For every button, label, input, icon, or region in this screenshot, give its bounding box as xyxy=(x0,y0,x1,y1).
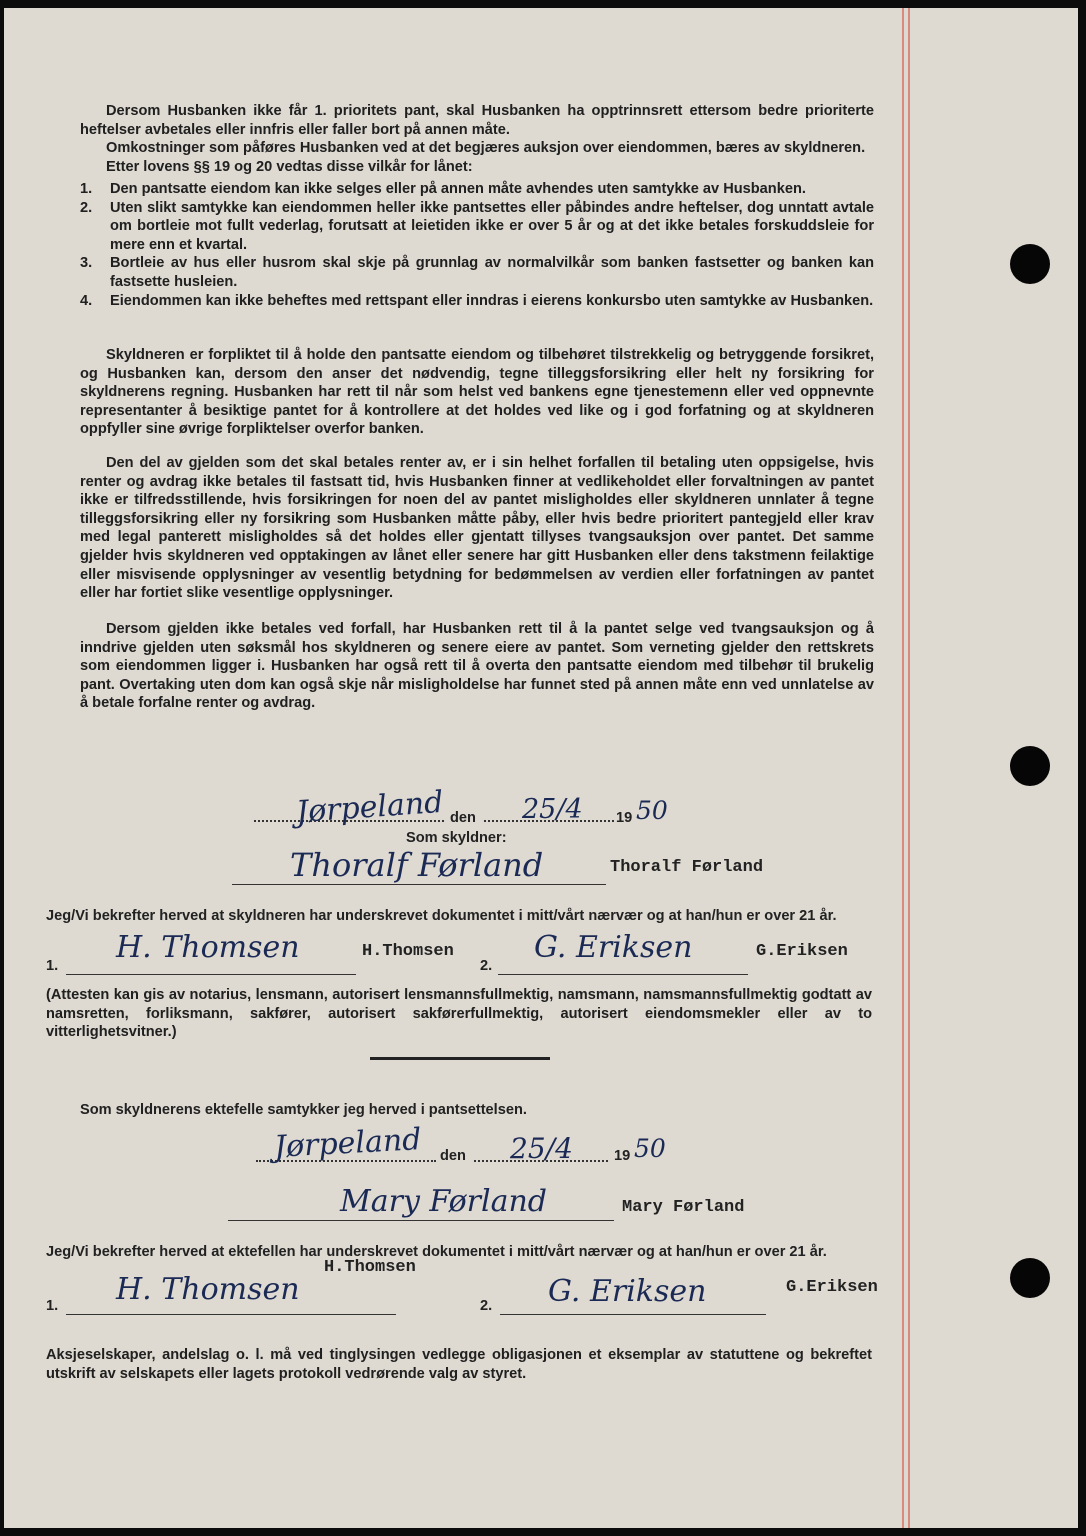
witness-1-signature: H. Thomsen xyxy=(116,930,300,965)
insurance-section xyxy=(80,346,874,439)
spouse-witness-2-line xyxy=(500,1314,766,1315)
witness-2-signature: G. Eriksen xyxy=(534,930,693,965)
condition-text: Den pantsatte eiendom kan ikke selges eller på annen måte avhendes uten samtykke av Husbanken. xyxy=(110,181,806,197)
punch-hole-top xyxy=(1010,244,1050,284)
spouse-typed-name: Mary Førland xyxy=(622,1198,745,1217)
spouse-witness-1-signature: H. Thomsen xyxy=(116,1272,300,1307)
default-paragraph: Den del av gjelden som det skal betales renter av, er i sin helhet forfallen til betaling uten oppsigelse, hvis renter og avdrag ikke betales til fastsatt tid, hvis Husbanken finner at vedlikeholdet eller forvaltningen av pantet ikke er tilfredsstillende, hvis forsikringen for noen del av pantet misligholdes eller skyldneren unnlater å tegne tilleggsforsikring eller ny forsikring som Husbanken måtte påby, eller hvis bedre prioritert pantegjeld eller krav med legal panterett misligholdes så det holdes eller gjentatt tillyses tvangsauksjon over pantet. Det samme gjelder hvis skyldneren ved opptakingen av lånet eller senere har gitt Husbanken eller dens takstmenn feilaktige eller misvisende opplysninger av vesentlig betydning for bedømmelsen av verdien eller forfatningen av pantet eller har fortiet slike vesentlige opplysninger. xyxy=(80,455,874,602)
condition-item xyxy=(80,199,874,255)
witness-1-number: 1. xyxy=(46,958,59,974)
condition-text: Bortleie av hus eller husrom skal skje på grunnlag av normalvilkår som banken fastsetter og banken kan fastsette husleien. xyxy=(110,255,874,290)
spouse-signature: Mary Førland xyxy=(340,1184,548,1219)
witness-1-line xyxy=(66,974,356,975)
spouse-date-handwriting: 25/4 xyxy=(510,1132,573,1165)
footer-section xyxy=(46,1346,872,1383)
condition-number: 1. xyxy=(80,181,93,197)
punch-hole-bottom xyxy=(1010,1258,1050,1298)
year-prefix: 19 xyxy=(616,810,633,826)
intro-paragraph-2: Omkostninger som påføres Husbanken ved at det begjæres auksjon over eiendommen, bæres av skyldneren. xyxy=(106,140,866,157)
witness-1-typed-name: H.Thomsen xyxy=(362,942,454,961)
spouse-witness-1-typed-name: H.Thomsen xyxy=(324,1258,416,1277)
condition-text: Eiendommen kan ikke beheftes med rettspant eller inndras i eierens konkursbo uten samtykke av Husbanken. xyxy=(110,292,874,309)
spouse-witness-1-number: 1. xyxy=(46,1298,59,1314)
condition-item xyxy=(80,254,874,291)
debtor-signature-line xyxy=(232,884,606,885)
witness-2-typed-name: G.Eriksen xyxy=(756,942,848,961)
condition-number: 4. xyxy=(80,292,93,309)
spouse-consent-text: Som skyldnerens ektefelle samtykker jeg herved i pantsettelsen. xyxy=(80,1102,527,1118)
insurance-paragraph: Skyldneren er forpliktet til å holde den pantsatte eiendom og tilbehøret tilstrekkelig og betryggende forsikret, og Husbanken kan, dersom den anser det nødvendig, tegne tilleggsforsikring eller helt ny forsikring for skyldnerens regning. Husbanken har rett til når som helst ved bankens egne tjenestemenn eller ved oppnevnte representanter å besiktige pantet for å kontrollere at det holdes ved like og i god forfatning og at skyldneren oppfyller sine øvrige forpliktelser overfor banken. xyxy=(80,347,874,438)
spouse-witness-2-typed-name: G.Eriksen xyxy=(786,1278,878,1297)
spouse-witness-statement: Jeg/Vi bekrefter herved at ektefellen har underskrevet dokumentet i mitt/vårt nærvær og at han/hun er over 21 år. xyxy=(46,1244,827,1260)
condition-item xyxy=(80,180,874,199)
spouse-witness-2-number: 2. xyxy=(480,1298,493,1314)
spouse-signature-line xyxy=(228,1220,614,1221)
margin-rule-right xyxy=(908,8,910,1528)
section-separator xyxy=(370,1057,550,1060)
intro-paragraph-3: Etter lovens §§ 19 og 20 vedtas disse vilkår for lånet: xyxy=(106,158,473,175)
condition-number: 2. xyxy=(80,199,93,216)
spouse-year-handwriting: 50 xyxy=(634,1134,666,1163)
spouse-witness-1-line xyxy=(66,1314,396,1315)
enforcement-section xyxy=(80,620,874,713)
debtor-signature: Thoralf Førland xyxy=(290,846,544,884)
spouse-year-prefix: 19 xyxy=(614,1148,631,1164)
intro-section xyxy=(80,102,874,176)
document-page xyxy=(4,8,1078,1528)
spouse-witness-2-signature: G. Eriksen xyxy=(548,1274,707,1309)
enforcement-paragraph: Dersom gjelden ikke betales ved forfall, har Husbanken rett til å la pantet selge ved tvangsauksjon og å inndrive gjelden uten søksmål hos skyldneren og senere eiere av pantet. Som verneting gjelder den rettskrets som eiendommen ligger i. Husbanken har også rett til å overta den pantsatte eiendom med tilbehør til brukelig pant. Overtaking uten dom kan også skje når misligholdelse har funnet sted på annen måte enn ved unnlatelse av å betale forfalne renter og avdrag. xyxy=(80,621,874,712)
date-handwriting: 25/4 xyxy=(522,794,583,825)
debtor-typed-name: Thoralf Førland xyxy=(610,858,764,877)
spouse-place-handwriting: Jørpeland xyxy=(273,1122,423,1165)
margin-rule-left xyxy=(902,8,904,1528)
spouse-den-label: den xyxy=(440,1148,466,1164)
punch-hole-middle xyxy=(1010,746,1050,786)
footer-note: Aksjeselskaper, andelslag o. l. må ved tinglysingen vedlegge obligasjonen et eksemplar av statuttene og bekreftet utskrift av selskapets eller lagets protokoll vedrørende valg av styret. xyxy=(46,1347,872,1382)
witness-2-line xyxy=(498,974,748,975)
attestation-note: (Attesten kan gis av notarius, lensmann, autorisert lensmannsfullmektig, namsmann, namsmannsfullmektig godtatt av namsretten, forliksmann, sakfører, autorisert sakførerfullmektig, autorisert eiendomsmekler eller av to vitterlighetsvitner.) xyxy=(46,987,872,1041)
condition-item xyxy=(80,292,874,311)
witness-2-number: 2. xyxy=(480,958,493,974)
debtor-witness-statement: Jeg/Vi bekrefter herved at skyldneren har underskrevet dokumentet i mitt/vårt nærvær og at han/hun er over 21 år. xyxy=(46,908,837,924)
place-handwriting: Jørpeland xyxy=(294,784,445,831)
default-section xyxy=(80,454,874,603)
condition-number: 3. xyxy=(80,255,93,272)
conditions-list xyxy=(80,180,874,310)
intro-paragraph-1: Dersom Husbanken ikke får 1. prioritets pant, skal Husbanken ha opptrinnsrett ettersom bedre prioriterte heftelser avbetales eller innfris eller faller bort på annen måte. xyxy=(80,103,874,138)
condition-text: Uten slikt samtykke kan eiendommen heller ikke pantsettes eller påbindes andre heftelser, dog unntatt avtale om bortleie mot fullt vederlag, forutsatt at leietiden ikke er over 5 år og at det ikke betales forskuddsleie for mere enn et kvartal. xyxy=(110,199,874,253)
attestation-section xyxy=(46,986,872,1042)
debtor-role-label: Som skyldner: xyxy=(406,830,507,846)
year-handwriting: 50 xyxy=(636,796,668,825)
den-label: den xyxy=(450,810,476,826)
